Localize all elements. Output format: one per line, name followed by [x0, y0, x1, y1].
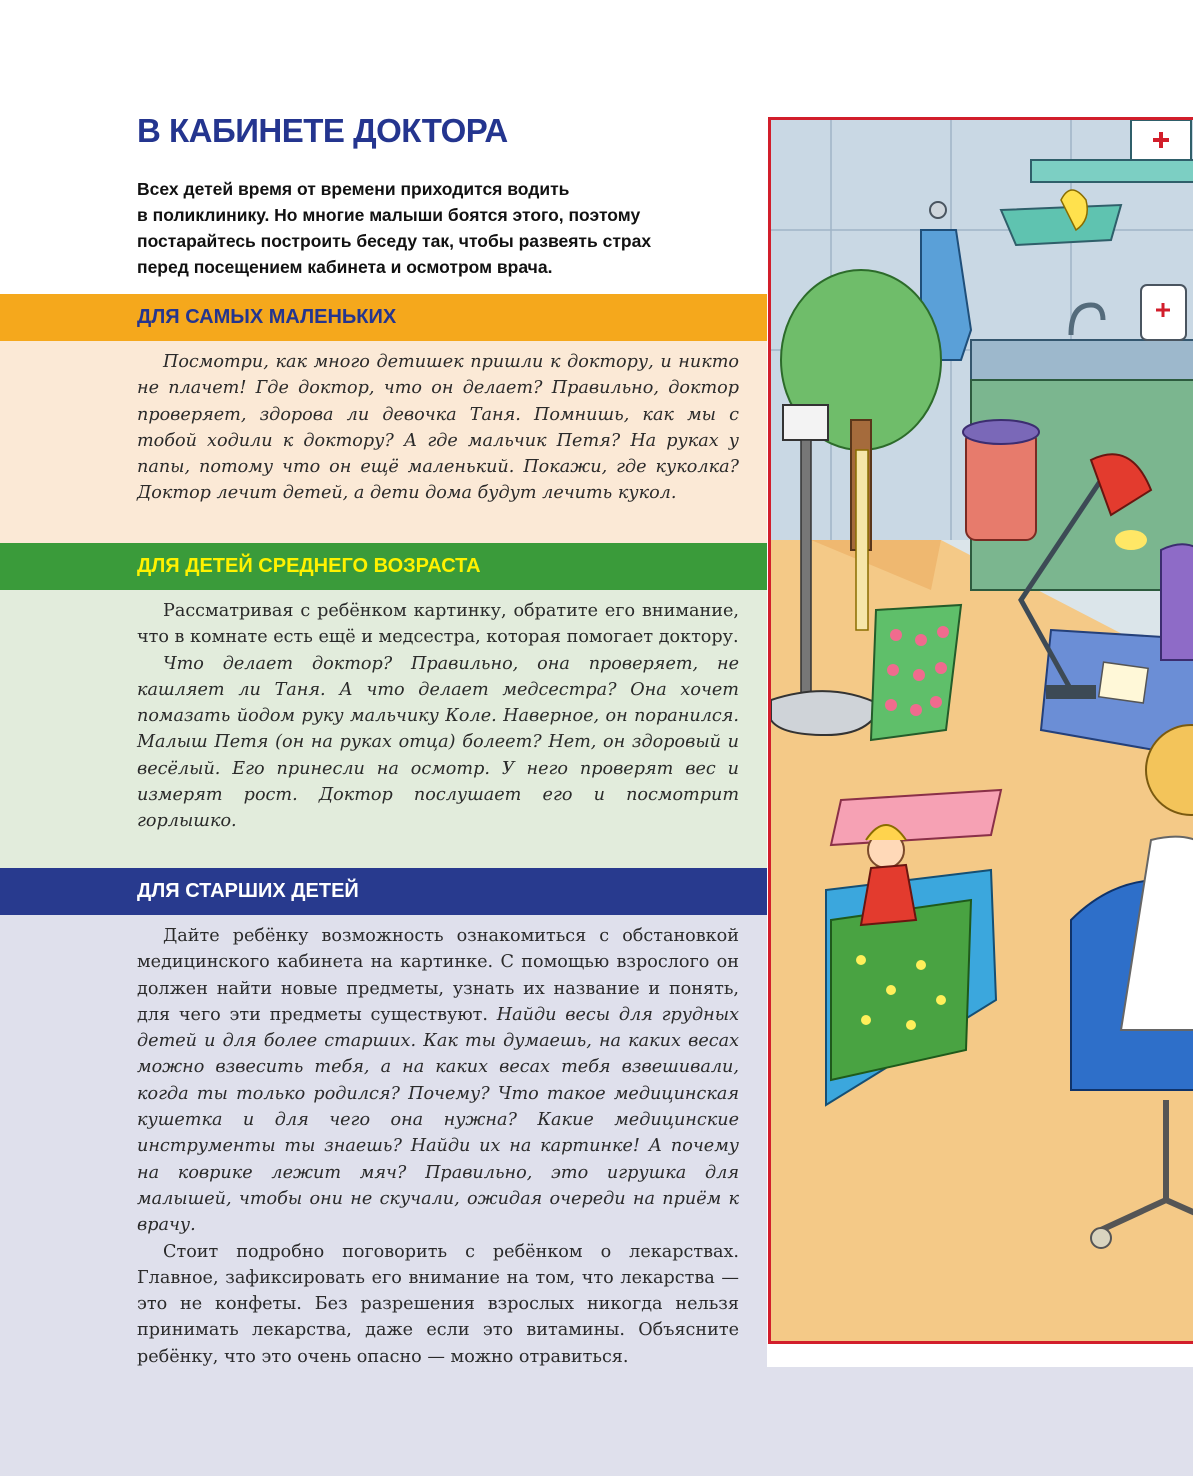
papers: [1099, 662, 1148, 703]
section-heading-oldest: ДЛЯ СТАРШИХ ДЕТЕЙ: [137, 880, 359, 902]
intro-line: постарайтесь построить беседу так, чтобы развеять страх: [137, 231, 652, 251]
mat: [831, 900, 971, 1080]
shelf: [1031, 160, 1193, 182]
intro-line: Всех детей время от времени приходится водить: [137, 179, 570, 199]
doctor-office-illustration: [771, 120, 1193, 1344]
doll-dress: [861, 865, 916, 925]
intro-text: [137, 176, 737, 280]
section-paragraph: [137, 923, 739, 1239]
section-paragraph: Стоит подробно поговорить с ребёнком о лекарствах. Главное, зафиксировать его внимание на том, что лекарства — это не конфеты. Без разрешения взрослых никогда нельзя принимать лекарства, даже если это витамины. Объясните ребёнку, что это очень опасно — можно отравиться.: [137, 1241, 739, 1367]
section-band-middle: [0, 543, 767, 590]
paragraph-plain-part: Дайте ребёнку возможность ознакомиться с обстановкой медицинского кабинета на картинке. С помощью взрослого он должен найти новые предметы, узнать их название и понять, для чего эти предметы существуют.: [137, 926, 739, 1025]
illustration-frame: [768, 117, 1193, 1344]
paragraph-italic-part: Найди весы для грудных детей и для более старших. Как ты думаешь, на каких весах можно взвесить тебя, а на каких весах тебя взвешивали, когда ты только родился? Почему? Что такое медицинская кушетка и для чего она нужна? Какие медицинские инструменты ты знаешь? Найди их на картинке! А почему на коврике лежит мяч? Правильно, это игрушка для малышей, чтобы они не скучали, ожидая очереди на приём к врачу.: [137, 1004, 739, 1236]
section-body-middle: [0, 590, 767, 868]
page-title: В КАБИНЕТЕ ДОКТОРА: [137, 112, 508, 149]
section-band-oldest: [0, 868, 767, 915]
section-heading-middle: ДЛЯ ДЕТЕЙ СРЕДНЕГО ВОЗРАСТА: [137, 555, 481, 577]
section-paragraph: Посмотри, как много детишек пришли к доктору, и никто не плачет! Где доктор, что он делает? Правильно, доктор проверяет, здорова ли девочка Таня. Помнишь, как мы с тобой ходили к доктору? А где мальчик Петя? На руках у папы, потому что он ещё маленький. Покажи, где куколка? Доктор лечит детей, а дети дома будут лечить кукол.: [137, 352, 739, 504]
jar: [966, 430, 1036, 540]
intro-line: в поликлинику. Но многие малыши боятся этого, поэтому: [137, 205, 641, 225]
section-paragraph: Что делает доктор? Правильно, она проверяет, не кашляет ли Таня. А что делает медсестра? Она хочет помазать йодом руку мальчику Коле. Наверное, он поранился. Малыш Петя (он на руках отца) болеет? Нет, он здоровый и весёлый. Его принесли на осмотр. У него проверят вес и измерят рост. Доктор послушает его и посмотрит горлышко.: [137, 653, 739, 832]
sink-counter: [971, 340, 1193, 380]
scale-head: [783, 405, 828, 440]
section-body-youngest: [0, 341, 767, 543]
section-band-youngest: [0, 294, 767, 341]
intro-line: перед посещением кабинета и осмотром врача.: [137, 257, 553, 277]
page-bottom-background: [0, 1367, 1193, 1476]
section-heading-youngest: ДЛЯ САМЫХ МАЛЕНЬКИХ: [137, 306, 397, 328]
pillow: [831, 790, 1001, 845]
height-meter: [856, 450, 868, 630]
tray: [1001, 205, 1121, 245]
section-paragraph: Рассматривая с ребёнком картинку, обратите его внимание, что в комнате есть ещё и медсестра, которая помогает доктору.: [137, 601, 739, 648]
